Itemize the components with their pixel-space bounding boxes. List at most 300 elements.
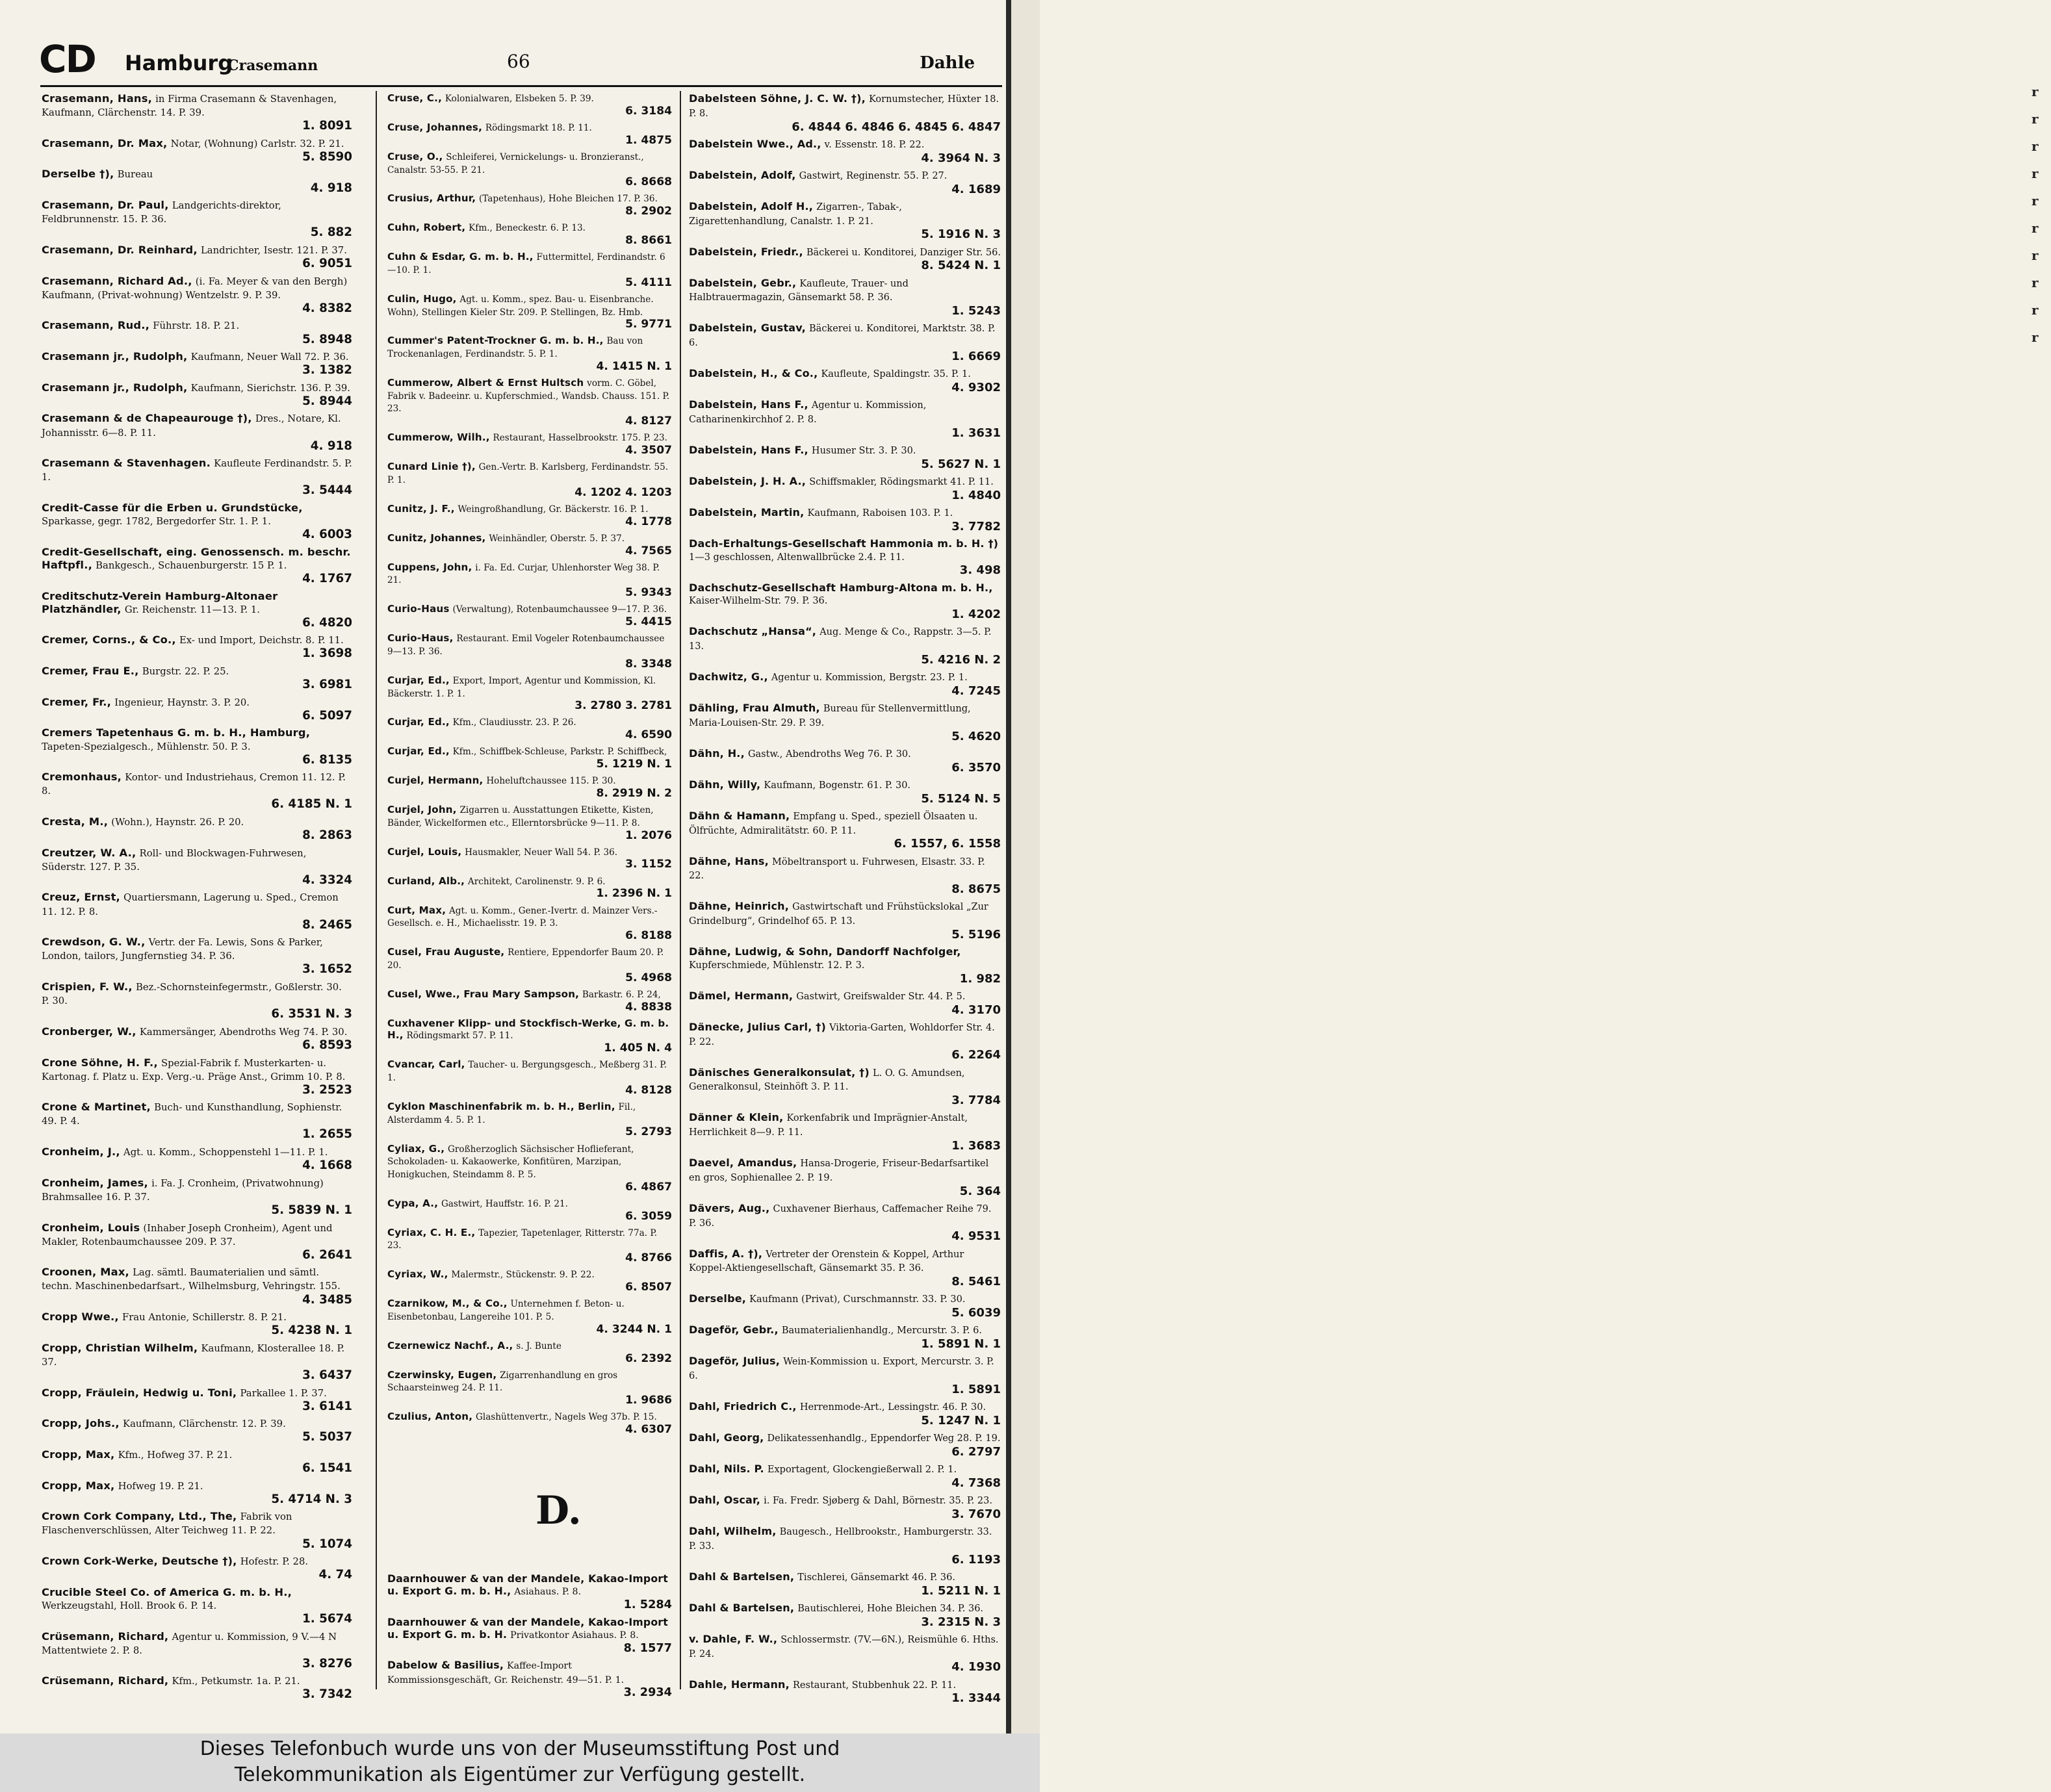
entry-description: Malermstr., Stückenstr. 9. P. 22.	[451, 1270, 595, 1281]
directory-entry	[42, 457, 352, 498]
directory-entry	[387, 804, 672, 842]
directory-entry	[387, 431, 672, 457]
column-divider	[680, 91, 681, 1689]
entry-description: Restaurant, Hasselbrookstr. 175. P. 23.	[493, 433, 668, 444]
entry-name: Crüsemann, Richard,	[42, 1630, 169, 1643]
entry-name: Curjel, Hermann,	[387, 774, 484, 787]
entry-name: Dahl, Wilhelm,	[689, 1525, 777, 1537]
entry-description: Werkzeugstahl, Holl. Brook 6. P. 14.	[42, 1600, 217, 1611]
directory-entry	[387, 1411, 672, 1436]
entry-name: Curjel, John,	[387, 804, 457, 816]
entry-description: Cuxhavener Bierhaus, Caffemacher Reihe 79. P. 36.	[689, 1203, 992, 1229]
entry-phone: 5. 8590	[302, 149, 352, 164]
edge-letter: r	[2032, 138, 2039, 154]
entry-phone: 8. 8661	[625, 234, 672, 248]
entry-name: Crispien, F. W.,	[42, 980, 133, 993]
entry-name: Dabelstein, Adolf,	[689, 168, 796, 181]
entry-description: Rödingsmarkt 57. P. 11.	[406, 1030, 513, 1042]
entry-name: Cypa, A.,	[387, 1197, 439, 1209]
entry-name: Crasemann, Dr. Max,	[42, 136, 168, 149]
entry-name: Cronheim, J.,	[42, 1146, 120, 1158]
entry-phone: 4. 9531	[951, 1229, 1001, 1244]
entry-name: Dabelstein, Hans F.,	[689, 443, 808, 456]
entry-name: Derselbe,	[689, 1292, 747, 1305]
directory-entry	[689, 322, 1001, 363]
directory-entry	[689, 1157, 1001, 1198]
entry-name: Crewdson, G. W.,	[42, 936, 146, 949]
entry-name: Dabelstein, Hans F.,	[689, 398, 808, 411]
entry-phone: 5. 882	[310, 225, 352, 240]
entry-description: Kaufmann, Sierichstr. 136. P. 39.	[190, 382, 350, 394]
entry-name: Cremers Tapetenhaus G. m. b. H., Hamburg,	[42, 726, 311, 739]
entry-phone: 3. 2523	[302, 1082, 352, 1097]
edge-letter: r	[2032, 220, 2039, 236]
directory-entry	[387, 1572, 672, 1612]
entry-phone: 4. 7565	[625, 544, 672, 557]
directory-entry	[387, 122, 672, 147]
directory-entry	[387, 1101, 672, 1139]
entry-description: Zigarren-, Tabak-, Zigarettenhandlung, Canalstr. 1. P. 21.	[689, 201, 902, 227]
entry-description: Kupferschmiede, Mühlenstr. 12. P. 3.	[689, 960, 865, 971]
entry-phone: 3. 2315 N. 3	[921, 1615, 1001, 1629]
entry-description: Agt. u. Komm., spez. Bau- u. Eisenbranche. Wohn), Stellingen Kieler Str. 209. P. Stellingen, Bz. Hmb.	[387, 294, 654, 318]
entry-description: Kaufleute, Spaldingstr. 35. P. 1.	[821, 369, 971, 379]
directory-entry	[689, 945, 1001, 986]
entry-description: Lag. sämtl. Baumaterialien und sämtl. techn. Maschinenbedarfsart., Wilhelmsburg, Vehringstr. 155.	[42, 1267, 341, 1292]
entry-phone: 4. 3485	[302, 1292, 352, 1307]
entry-name: Curjar, Ed.,	[387, 745, 450, 758]
entry-phone: 1. 3631	[951, 426, 1001, 440]
directory-entry	[387, 335, 672, 373]
directory-entry	[689, 1633, 1001, 1674]
entry-name: Cresta, M.,	[42, 815, 109, 828]
edge-letter: r	[2032, 166, 2039, 181]
column-2-section-d	[387, 1572, 672, 1704]
entry-phone: 4. 8128	[625, 1083, 672, 1097]
directory-entry	[387, 875, 672, 901]
column-2	[387, 92, 672, 1440]
entry-phone: 4. 6003	[302, 528, 352, 542]
entry-name: Dähne, Heinrich,	[689, 900, 790, 913]
section-letter-d: D.	[535, 1488, 582, 1533]
entry-name: Crone & Martinet,	[42, 1101, 151, 1114]
entry-name: Cruse, C.,	[387, 92, 443, 104]
entry-description: Herrenmode-Art., Lessingstr. 46. P. 30.	[799, 1402, 987, 1413]
entry-phone: 4. 918	[310, 181, 352, 195]
directory-entry	[42, 634, 352, 661]
entry-phone: 3. 7784	[951, 1094, 1001, 1107]
entry-name: Culin, Hugo,	[387, 292, 457, 305]
entry-phone: 5. 6039	[951, 1306, 1001, 1320]
entry-phone: 5. 9343	[625, 586, 672, 600]
entry-description: Hoheluftchaussee 115. P. 30.	[486, 776, 616, 787]
entry-name: Cusel, Frau Auguste,	[387, 946, 505, 958]
directory-entry	[387, 377, 672, 428]
edge-letter: r	[2032, 111, 2039, 127]
entry-phone: 1. 4840	[951, 488, 1001, 502]
directory-entry	[387, 532, 672, 557]
entry-name: Crown Cork Company, Ltd., The,	[42, 1510, 237, 1523]
directory-entry	[42, 696, 352, 723]
entry-phone: 4. 1767	[302, 572, 352, 585]
entry-description: Ex- und Import, Deichstr. 8. P. 11.	[179, 635, 344, 646]
entry-name: Curland, Alb.,	[387, 875, 465, 887]
entry-description: Kaufmann, Bogenstr. 61. P. 30.	[764, 780, 911, 791]
entry-phone: 4. 1202 4. 1203	[574, 485, 672, 499]
entry-description: Bureau	[117, 169, 153, 181]
entry-name: Dahl & Bartelsen,	[689, 1570, 795, 1583]
entry-phone: 4. 3244 N. 1	[596, 1322, 672, 1336]
entry-name: Dabelstein, Gebr.,	[689, 276, 797, 289]
entry-phone: 1. 5674	[302, 1611, 352, 1626]
entry-phone: 5. 2793	[625, 1125, 672, 1139]
entry-phone: 1. 5891 N. 1	[921, 1337, 1001, 1351]
entry-name: Dänisches Generalkonsulat, †)	[689, 1066, 870, 1079]
entry-description: Hausmakler, Neuer Wall 54. P. 36.	[465, 847, 618, 858]
entry-description: 1—3 geschlossen, Altenwallbrücke 2.4. P. 11.	[689, 552, 905, 563]
entry-description: Quartiersmann, Lagerung u. Sped., Cremon 11. 12. P. 8.	[42, 892, 339, 917]
directory-entry	[42, 1387, 352, 1414]
directory-entry	[387, 1340, 672, 1365]
entry-phone: 1. 6669	[951, 349, 1001, 363]
directory-entry	[689, 1355, 1001, 1396]
entry-name: Dahl, Oscar,	[689, 1494, 761, 1506]
directory-page	[0, 0, 1006, 1734]
entry-description: Frau Antonie, Schillerstr. 8. P. 21.	[122, 1312, 287, 1324]
entry-phone: 5. 5196	[951, 927, 1001, 941]
directory-entry	[387, 1298, 672, 1336]
header-range-end: Dahle	[920, 53, 975, 73]
entry-description: Kaufmann, Neuer Wall 72. P. 36.	[190, 352, 349, 363]
directory-entry	[387, 1058, 672, 1097]
directory-entry	[42, 137, 352, 164]
directory-entry	[42, 1448, 352, 1476]
header-rule	[40, 85, 1002, 87]
entry-description: Restaurant. Emil Vogeler Rotenbaumchaussee 9—13. P. 36.	[387, 634, 665, 657]
directory-entry	[689, 1248, 1001, 1289]
entry-phone: 1. 405 N. 4	[604, 1042, 672, 1055]
directory-entry	[689, 1066, 1001, 1108]
entry-phone: 8. 2919 N. 2	[596, 786, 672, 800]
entry-phone: 4. 3964 N. 3	[921, 151, 1001, 165]
entry-phone: 6. 4185 N. 1	[271, 797, 352, 812]
entry-description: Rentiere, Eppendorfer Baum 20. P. 20.	[387, 947, 664, 971]
entry-description: Tischlerei, Gänsemarkt 46. P. 36.	[797, 1572, 955, 1583]
entry-phone: 4. 8766	[625, 1251, 672, 1265]
entry-description: Gr. Reichenstr. 11—13. P. 1.	[124, 604, 260, 615]
directory-entry	[42, 1479, 352, 1507]
entry-name: Cuxhavener Klipp- und Stockfisch-Werke, G. m. b. H.,	[387, 1017, 669, 1042]
directory-entry	[387, 1197, 672, 1223]
entry-description: Taucher- u. Bergungsgesch., Meßberg 31. P. 1.	[387, 1060, 667, 1084]
entry-name: Cropp, Christian Wilhelm,	[42, 1341, 198, 1354]
entry-name: Cremer, Fr.,	[42, 695, 112, 708]
entry-phone: 6. 2641	[302, 1248, 352, 1262]
directory-entry	[689, 138, 1001, 165]
entry-description: Viktoria-Garten, Wohldorfer Str. 4. P. 22.	[689, 1022, 995, 1047]
entry-name: Croonen, Max,	[42, 1266, 129, 1279]
directory-entry	[689, 1021, 1001, 1062]
entry-description: Schiffsmakler, Rödingsmarkt 41. P. 11.	[809, 476, 994, 487]
entry-description: Gastw., Abendroths Weg 76. P. 30.	[747, 749, 911, 760]
entry-description: Bez.-Schornsteinfegermstr., Goßlerstr. 30. P. 30.	[42, 982, 342, 1007]
directory-entry	[689, 671, 1001, 698]
entry-phone: 4. 8127	[625, 415, 672, 428]
entry-name: Cyriax, W.,	[387, 1268, 448, 1281]
entry-description: Zigarrenhandlung en gros Schaarsteinweg 24. P. 11.	[387, 1370, 618, 1394]
directory-entry	[387, 151, 672, 189]
entry-description: Landrichter, Isestr. 121. P. 37.	[200, 244, 347, 256]
entry-name: Cronheim, James,	[42, 1176, 148, 1189]
entry-phone: 5. 4714 N. 3	[271, 1492, 352, 1506]
edge-letter: r	[2032, 193, 2039, 209]
entry-phone: 3. 7782	[951, 519, 1001, 533]
entry-phone: 4. 3170	[951, 1003, 1001, 1017]
entry-phone: 6. 8668	[625, 175, 672, 189]
entry-description: Kfm., Petkumstr. 1a. P. 21.	[172, 1676, 300, 1687]
entry-name: Dageför, Gebr.,	[689, 1324, 779, 1337]
entry-name: Dabelstein, J. H. A.,	[689, 474, 806, 487]
entry-name: Crone Söhne, H. F.,	[42, 1056, 158, 1069]
entry-name: Credit-Gesellschaft, eing. Genossensch. m. beschr. Haftpfl.,	[42, 545, 351, 571]
entry-phone: 6. 5097	[302, 708, 352, 723]
directory-entry	[689, 582, 1001, 622]
entry-phone: 3. 1382	[302, 363, 352, 378]
directory-entry	[42, 1674, 352, 1702]
entry-phone: 6. 1541	[302, 1461, 352, 1476]
entry-description: Roll- und Blockwagen-Fuhrwesen, Süderstr. 127. P. 35.	[42, 847, 307, 873]
entry-description: Glashüttenvertr., Nagels Weg 37b. P. 15.	[475, 1412, 657, 1423]
entry-name: Crasemann & de Chapeaurouge †),	[42, 412, 252, 425]
entry-description: Kolonialwaren, Elsbeken 5. P. 39.	[445, 94, 594, 104]
entry-phone: 8. 2465	[302, 917, 352, 932]
entry-description: Unternehmen f. Beton- u. Eisenbetonbau, Langereihe 101. P. 5.	[387, 1299, 625, 1322]
entry-description: Agt. u. Komm., Gener.-Ivertr. d. Mainzer Vers.-Gesellsch. e. H., Michaelisstr. 19. P. 3.	[387, 905, 658, 929]
entry-description: Kaufmann, Clärchenstr. 12. P. 39.	[123, 1418, 286, 1430]
entry-name: Dänner & Klein,	[689, 1111, 784, 1124]
entry-phone: 3. 6981	[302, 678, 352, 692]
entry-description: Exportagent, Glockengießerwall 2. P. 1.	[767, 1465, 957, 1475]
entry-description: Empfang u. Sped., speziell Ölsaaten u. Ölfrüchte, Admiralitätstr. 60. P. 11.	[689, 811, 978, 836]
entry-phone: 8. 1577	[623, 1641, 672, 1655]
entry-name: Dämel, Hermann,	[689, 989, 793, 1002]
directory-entry	[387, 603, 672, 628]
directory-entry	[689, 900, 1001, 941]
edge-letter: r	[2032, 84, 2039, 99]
directory-entry	[42, 546, 352, 586]
entry-phone: 4. 7245	[951, 684, 1001, 698]
directory-entry	[387, 716, 672, 741]
directory-entry	[689, 506, 1001, 533]
entry-phone: 4. 3507	[625, 444, 672, 457]
entry-name: Cuhn & Esdar, G. m. b. H.,	[387, 251, 534, 263]
entry-name: Cyliax, G.,	[387, 1142, 445, 1155]
directory-entry	[387, 1268, 672, 1294]
entry-description: Korkenfabrik und Imprägnier-Anstalt, Herrlichkeit 8—9. P. 11.	[689, 1113, 968, 1138]
entry-phone: 6. 4820	[302, 615, 352, 630]
entry-description: Bankgesch., Schauenburgerstr. 15 P. 1.	[96, 559, 287, 571]
entry-phone: 5. 5839 N. 1	[271, 1203, 352, 1217]
directory-entry	[689, 246, 1001, 273]
entry-phone: 5. 8948	[302, 332, 352, 346]
directory-entry	[42, 1266, 352, 1307]
entry-phone: 6. 8593	[302, 1038, 352, 1052]
entry-name: Crasemann & Stavenhagen.	[42, 457, 211, 470]
directory-entry	[689, 92, 1001, 134]
entry-phone: 6. 8188	[625, 928, 672, 942]
entry-description: Möbeltransport u. Fuhrwesen, Elsastr. 33. P. 22.	[689, 856, 985, 882]
header-range-start: Crasemann	[227, 57, 318, 74]
entry-name: Dänecke, Julius Carl, †)	[689, 1020, 826, 1033]
entry-phone: 5. 4216 N. 2	[921, 652, 1001, 667]
entry-name: Cyriax, C. H. E.,	[387, 1226, 476, 1238]
entry-phone: 8. 2863	[302, 828, 352, 843]
directory-entry	[42, 726, 352, 767]
directory-entry	[42, 815, 352, 843]
column-divider	[376, 91, 377, 1689]
entry-phone: 5. 5124 N. 5	[921, 791, 1001, 806]
entry-description: Bäckerei u. Konditorei, Danziger Str. 56.	[806, 247, 1001, 258]
entry-phone: 4. 9302	[951, 380, 1001, 394]
entry-description: (Verwaltung), Rotenbaumchaussee 9—17. P. 36.	[452, 604, 667, 615]
entry-name: Cronberger, W.,	[42, 1025, 136, 1038]
entry-name: Dävers, Aug.,	[689, 1201, 770, 1214]
entry-description: i. Fa. Fredr. Sjøberg & Dahl, Börnestr. 35. P. 23.	[764, 1496, 992, 1506]
entry-description: i. Fa. J. Cronheim, (Privatwohnung) Brahmsallee 16. P. 37.	[42, 1177, 324, 1203]
entry-name: Dabelstein, Martin,	[689, 506, 805, 518]
entry-description: Spezial-Fabrik f. Musterkarten- u. Kartonag. f. Platz u. Exp. Verg.-u. Präge Anst., Grimm 10. P. 8.	[42, 1057, 346, 1082]
entry-description: Export, Import, Agentur und Kommission, Kl. Bäckerstr. 1. P. 1.	[387, 675, 656, 699]
entry-description: Hansa-Drogerie, Friseur-Bedarfsartikel en gros, Sophienallee 2. P. 19.	[689, 1158, 989, 1183]
entry-description: Weinhändler, Oberstr. 5. P. 37.	[489, 533, 625, 544]
entry-description: Kfm., Beneckestr. 6. P. 13.	[469, 223, 586, 234]
directory-entry	[689, 367, 1001, 394]
directory-entry	[387, 1659, 672, 1700]
entry-phone: 5. 1916 N. 3	[921, 227, 1001, 242]
entry-phone: 8. 8675	[951, 882, 1001, 896]
directory-entry	[42, 1586, 352, 1626]
entry-description: Sparkasse, gegr. 1782, Bergedorfer Str. 1. P. 1.	[42, 516, 271, 528]
header-cd-mark: CD	[39, 37, 96, 81]
entry-name: Cyklon Maschinenfabrik m. b. H., Berlin,	[387, 1100, 615, 1112]
entry-phone: 8. 3348	[625, 657, 672, 671]
entry-name: Daevel, Amandus,	[689, 1157, 797, 1169]
directory-entry	[387, 674, 672, 713]
entry-name: Dahl & Bartelsen,	[689, 1601, 795, 1614]
entry-phone: 1. 8091	[302, 119, 352, 133]
entry-phone: 5. 9771	[625, 318, 672, 331]
entry-description: i. Fa. Ed. Curjar, Uhlenhorster Weg 38. P. 21.	[387, 562, 660, 586]
entry-name: Derselbe †),	[42, 168, 114, 181]
entry-phone: 4. 8838	[625, 1000, 672, 1014]
entry-name: Czerwinsky, Eugen,	[387, 1368, 497, 1381]
entry-name: Cuhn, Robert,	[387, 222, 466, 234]
directory-entry	[42, 168, 352, 195]
directory-entry	[42, 1025, 352, 1053]
entry-phone: 1. 4202	[951, 608, 1001, 621]
entry-description: Dres., Notare, Kl. Johannisstr. 6—8. P. 11.	[42, 413, 341, 439]
directory-entry	[387, 1018, 672, 1055]
column-1	[42, 92, 352, 1706]
entry-phone: 6. 1193	[951, 1552, 1001, 1567]
entry-phone: 4. 6590	[625, 728, 672, 742]
entry-name: Cummerow, Wilh.,	[387, 431, 490, 444]
entry-phone: 5. 4111	[625, 275, 672, 289]
entry-phone: 6. 8507	[625, 1281, 672, 1294]
directory-entry	[689, 169, 1001, 196]
entry-phone: 5. 1219 N. 1	[596, 758, 672, 771]
edge-letter: r	[2032, 275, 2039, 290]
entry-phone: 1. 2076	[625, 828, 672, 842]
entry-phone: 1. 4875	[625, 133, 672, 147]
entry-description: Barkastr. 6. P. 24,	[582, 989, 661, 1000]
directory-entry	[689, 398, 1001, 440]
entry-phone: 3. 5444	[302, 483, 352, 498]
entry-phone: 4. 1689	[951, 182, 1001, 196]
edge-letter: r	[2032, 248, 2039, 263]
directory-entry	[387, 192, 672, 218]
archive-notice	[0, 1734, 1040, 1792]
entry-phone: 6. 3531 N. 3	[271, 1007, 352, 1021]
directory-entry	[689, 810, 1001, 851]
entry-description: Agentur u. Kommission, Bergstr. 23. P. 1.	[771, 672, 968, 683]
entry-description: Landgerichts-direktor, Feldbrunnenstr. 15. P. 36.	[42, 200, 281, 225]
directory-entry	[42, 1056, 352, 1097]
entry-name: Cropp, Johs.,	[42, 1417, 120, 1430]
entry-description: Kaufleute, Trauer- und Halbtrauermagazin, Gänsemarkt 58. P. 36.	[689, 278, 909, 303]
directory-entry	[689, 475, 1001, 502]
directory-entry	[689, 702, 1001, 743]
entry-description: Tapezier, Tapetenlager, Ritterstr. 77a. P. 23.	[387, 1227, 658, 1251]
entry-description: Aug. Menge & Co., Rappstr. 3—5. P. 13.	[689, 627, 992, 652]
entry-description: Vertreter der Orenstein & Koppel, Arthur Koppel-Aktiengesellschaft, Gänsemarkt 35. P. 36.	[689, 1249, 964, 1274]
directory-entry	[689, 200, 1001, 242]
entry-description: Hofestr. P. 28.	[240, 1556, 309, 1568]
directory-entry	[689, 1292, 1001, 1320]
entry-name: Dähne, Hans,	[689, 854, 769, 867]
entry-name: Dahle, Hermann,	[689, 1678, 790, 1691]
directory-entry	[387, 461, 672, 499]
directory-entry	[42, 1222, 352, 1262]
entry-description: in Firma Crasemann & Stavenhagen, Kaufmann, Clärchenstr. 14. P. 39.	[42, 94, 337, 119]
entry-description: Restaurant, Stubbenhuk 22. P. 11.	[793, 1680, 957, 1691]
entry-description: (i. Fa. Meyer & van den Bergh) Kaufmann, (Privat-wohnung) Wentzelstr. 9. P. 39.	[42, 275, 348, 301]
entry-description: vorm. C. Göbel, Fabrik v. Badeeinr. u. Kupferschmied., Wandsb. Chauss. 151. P. 23.	[387, 378, 670, 415]
entry-name: Cruse, O.,	[387, 150, 443, 162]
entry-phone: 3. 6141	[302, 1399, 352, 1413]
entry-phone: 1. 3698	[302, 646, 352, 661]
entry-phone: 6. 4844 6. 4846 6. 4845 6. 4847	[792, 120, 1001, 134]
entry-description: Kaufmann, Raboisen 103. P. 1.	[807, 507, 953, 518]
entry-name: Cropp, Fräulein, Hedwig u. Toni,	[42, 1386, 237, 1399]
directory-entry	[689, 1431, 1001, 1459]
entry-description: Schlossermstr. (7V.—6N.), Reismühle 6. Hths. P. 24.	[689, 1634, 999, 1659]
entry-description: v. Essenstr. 18. P. 22.	[824, 139, 925, 150]
directory-entry	[387, 293, 672, 331]
entry-description: Gastwirtschaft und Frühstückslokal „Zur Grindelburg“, Grindelhof 65. P. 13.	[689, 902, 988, 927]
entry-name: Dähn, Willy,	[689, 778, 761, 791]
entry-name: Crasemann jr., Rudolph,	[42, 381, 188, 394]
entry-name: Creuz, Ernst,	[42, 891, 120, 904]
entry-phone: 3. 8276	[302, 1656, 352, 1670]
entry-description: Kaufmann (Privat), Curschmannstr. 33. P. 30.	[749, 1294, 966, 1305]
directory-entry	[689, 1494, 1001, 1521]
entry-phone: 6. 1557, 6. 1558	[894, 837, 1001, 851]
entry-phone: 5. 364	[959, 1184, 1001, 1198]
entry-phone: 8. 5424 N. 1	[921, 259, 1001, 273]
entry-name: Dachschutz-Gesellschaft Hamburg-Altona m. b. H.,	[689, 581, 993, 594]
entry-name: Dähn, H.,	[689, 747, 745, 760]
